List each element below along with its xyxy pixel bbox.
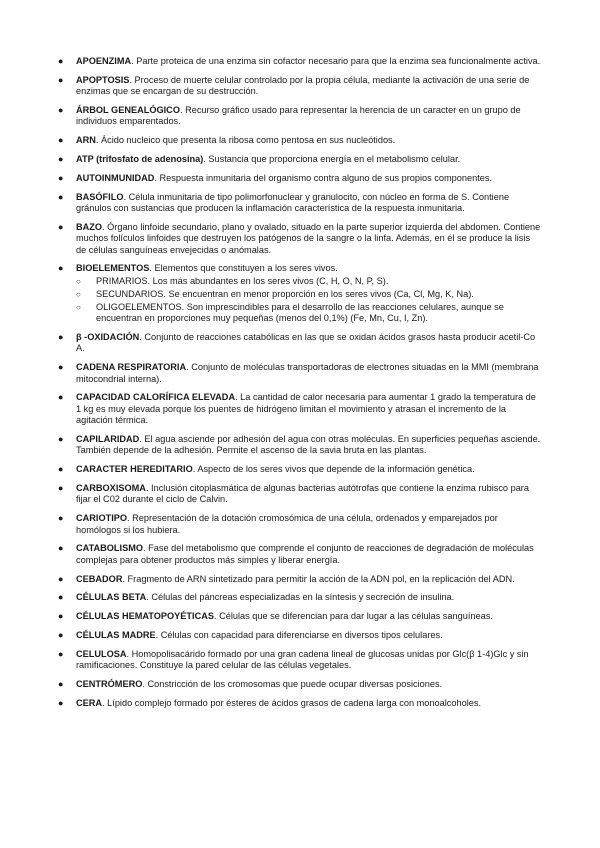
bullet-icon: ● bbox=[58, 221, 64, 232]
bullet-icon: ● bbox=[58, 464, 64, 475]
glossary-entry bbox=[56, 574, 542, 585]
bullet-icon: ● bbox=[58, 392, 64, 403]
bullet-icon: ● bbox=[58, 648, 64, 659]
entry-definition: . Parte proteica de una enzima sin cofactor necesario para que la enzima sea funcionalmente activa. bbox=[131, 56, 541, 66]
glossary-entry bbox=[56, 630, 542, 641]
entry-term: CÉLULAS HEMATOPOYÉTICAS bbox=[76, 611, 214, 622]
entry-definition: . Inclusión citoplasmática de algunas bacterias autótrofas que contiene la enzima rubisco para fijar el C02 durante el ciclo de Calvin. bbox=[76, 483, 529, 505]
glossary-entry bbox=[56, 56, 542, 67]
entry-definition: . Células que se diferencian para dar lugar a las células sanguíneas. bbox=[214, 611, 493, 622]
bullet-icon: ● bbox=[58, 191, 64, 202]
entry-definition: . Sustancia que proporciona energía en el metabolismo celular. bbox=[203, 154, 461, 164]
entry-definition: . Proceso de muerte celular controlado por la propia célula, mediante la activación de una serie de enzimas que se encargan de su destrucción. bbox=[76, 74, 530, 97]
entry-term: ARN bbox=[76, 135, 96, 146]
glossary-entry bbox=[56, 192, 542, 215]
bullet-icon: ● bbox=[58, 74, 64, 85]
bullet-icon: ● bbox=[58, 56, 64, 66]
entry-definition: . La cantidad de calor necesaria para aumentar 1 grado la temperatura de 1 kg es muy elevada porque los puentes de hidrógeno limitan el movimiento y atrasan el incremento de la agitación térmica. bbox=[76, 392, 536, 426]
entry-term: ATP (trifosfato de adenosina) bbox=[76, 154, 204, 164]
entry-definition: . Representación de la dotación cromosómica de una célula, ordenados y emparejados por homólogos si los hubiera. bbox=[76, 513, 498, 535]
glossary-entry bbox=[56, 679, 542, 690]
glossary-entry bbox=[56, 362, 542, 385]
glossary-entry bbox=[56, 222, 542, 256]
glossary-entry bbox=[56, 332, 542, 355]
bullet-icon: ● bbox=[58, 679, 64, 690]
entry-definition: . Ácido nucleico que presenta la ribosa como pentosa en sus nucleótidos. bbox=[95, 135, 396, 146]
glossary-entry bbox=[56, 263, 542, 324]
entry-term: CATABOLISMO bbox=[76, 543, 144, 554]
entry-definition: . Constricción de los cromosomas que puede ocupar diversas posiciones. bbox=[142, 679, 443, 690]
sub-list bbox=[76, 276, 542, 325]
entry-term: CARBOXISOMA bbox=[76, 483, 146, 494]
entry-definition: . Aspecto de los seres vivos que depende de la información genética. bbox=[192, 464, 475, 475]
bullet-icon: ● bbox=[58, 483, 64, 494]
entry-definition: . Respuesta inmunitaria del organismo contra alguno de sus propios componentes. bbox=[154, 172, 493, 183]
entry-term: CARACTER HEREDITARIO bbox=[76, 464, 193, 475]
sub-list-item bbox=[76, 289, 542, 300]
bullet-icon: ● bbox=[58, 697, 64, 708]
bullet-icon: ● bbox=[58, 332, 64, 343]
entry-term: CERA bbox=[76, 697, 103, 708]
entry-term: APOPTOSIS bbox=[76, 74, 130, 85]
entry-term: APOENZIMA bbox=[76, 56, 132, 66]
hollow-bullet-icon: ○ bbox=[76, 289, 81, 299]
bullet-icon: ● bbox=[58, 513, 64, 524]
sub-item-text: PRIMARIOS. Los más abundantes en los seres vivos (C, H, O, N, P, S). bbox=[96, 275, 389, 286]
glossary-entry bbox=[56, 75, 542, 98]
entry-term: CAPILARIDAD bbox=[76, 434, 140, 445]
bullet-icon: ● bbox=[58, 172, 64, 183]
bullet-icon: ● bbox=[58, 362, 64, 373]
entry-term: BASÓFILO bbox=[76, 191, 124, 202]
entry-term: ÁRBOL GENEALÓGICO bbox=[76, 105, 180, 115]
glossary-entry bbox=[56, 154, 542, 165]
entry-term: BIOELEMENTOS bbox=[76, 263, 150, 274]
sub-item-text: OLIGOELEMENTOS. Son imprescindibles para el desarrollo de las reacciones celulares, aunque se encuentran en proporciones muy pequeñas (menos del 0,1%) (Fe, Mn, Cu, I, Zn). bbox=[96, 301, 504, 324]
glossary-entry bbox=[56, 464, 542, 475]
entry-term: β -OXIDACIÓN bbox=[76, 332, 140, 343]
entry-definition: . Fase del metabolismo que comprende el conjunto de reacciones de degradación de moléculas complejas para obtener productos más simples y liberar energía. bbox=[76, 543, 534, 565]
entry-term: CELULOSA bbox=[76, 648, 127, 659]
bullet-icon: ● bbox=[58, 105, 64, 115]
entry-definition: . Homopolisacárido formado por una gran cadena lineal de glucosas unidas por Glc(β 1-4)Glc y sin ramificaciones. Constituye la pared celular de las células vegetales. bbox=[76, 648, 529, 671]
entry-term: CAPACIDAD CALORÍFICA ELEVADA bbox=[76, 392, 236, 403]
entry-definition: . Elementos que constituyen a los seres vivos. bbox=[149, 263, 338, 274]
entry-term: BAZO bbox=[76, 221, 103, 232]
glossary-entry bbox=[56, 543, 542, 566]
entry-term: AUTOINMUNIDAD bbox=[76, 172, 155, 183]
bullet-icon: ● bbox=[58, 611, 64, 622]
entry-term: CÉLULAS BETA bbox=[76, 592, 147, 603]
sub-list-item bbox=[76, 276, 542, 287]
glossary-entry bbox=[56, 649, 542, 672]
glossary-entry bbox=[56, 483, 542, 506]
entry-term: CENTRÓMERO bbox=[76, 679, 143, 690]
glossary-entry bbox=[56, 434, 542, 457]
hollow-bullet-icon: ○ bbox=[76, 276, 81, 286]
bullet-icon: ● bbox=[58, 263, 64, 274]
entry-definition: . Células del páncreas especializadas en la síntesis y secreción de insulina. bbox=[146, 592, 455, 603]
bullet-icon: ● bbox=[58, 573, 64, 584]
glossary-entry bbox=[56, 698, 542, 709]
glossary-entry bbox=[56, 135, 542, 146]
glossary-entry bbox=[56, 105, 542, 128]
bullet-icon: ● bbox=[58, 154, 64, 164]
entry-term: CARIOTIPO bbox=[76, 513, 128, 524]
sub-item-text: SECUNDARIOS. Se encuentran en menor proporción en los seres vivos (Ca, Cl, Mg, K, Na). bbox=[96, 288, 474, 299]
bullet-icon: ● bbox=[58, 434, 64, 445]
glossary-entry bbox=[56, 611, 542, 622]
bullet-icon: ● bbox=[58, 135, 64, 146]
entry-definition: . Conjunto de moléculas transportadoras de electrones situadas en la MMI (membrana mitocondrial interna). bbox=[76, 362, 539, 384]
sub-list-item bbox=[76, 302, 542, 325]
entry-definition: . Célula inmunitaria de tipo polimorfonuclear y granulocito, con núcleo en forma de S. Contiene gránulos con sustancias que producen la inflamación característica de la respuesta inmunitaria. bbox=[76, 191, 510, 213]
hollow-bullet-icon: ○ bbox=[76, 302, 81, 312]
entry-definition: . Recurso gráfico usado para representar la herencia de un caracter en un grupo de individuos emparentados. bbox=[76, 105, 521, 127]
glossary-entry bbox=[56, 173, 542, 184]
entry-definition: . Células con capacidad para diferenciarse en diversos tipos celulares. bbox=[155, 630, 443, 641]
entry-definition: . Fragmento de ARN sintetizado para permitir la acción de la ADN pol, en la replicación del ADN. bbox=[122, 573, 515, 584]
glossary-entry bbox=[56, 592, 542, 603]
entry-term: CÉLULAS MADRE bbox=[76, 630, 156, 641]
bullet-icon: ● bbox=[58, 592, 64, 603]
entry-definition: . Conjunto de reacciones catabólicas en las que se oxidan ácidos grasos hasta producir acetil-Co A. bbox=[76, 332, 536, 354]
glossary-entry bbox=[56, 392, 542, 426]
glossary-entry bbox=[56, 513, 542, 536]
bullet-icon: ● bbox=[58, 630, 64, 641]
bullet-icon: ● bbox=[58, 543, 64, 554]
entry-term: CADENA RESPIRATORIA bbox=[76, 362, 187, 373]
entry-term: CEBADOR bbox=[76, 573, 123, 584]
entry-definition: . Órgano linfoide secundario, plano y ovalado, situado en la parte superior izquierda del abdomen. Contiene muchos folículos linfoides que destruyen los patógenos de la sangre o la linfa. Además, en él se produce la lisis de células sanguíneas envejecidas o anómalas. bbox=[76, 221, 541, 255]
entry-definition: . Lípido complejo formado por ésteres de ácidos grasos de cadena larga con monoalcoholes. bbox=[102, 697, 482, 708]
entry-definition: . El agua asciende por adhesión del agua con otras moléculas. En superficies pequeñas asciende. También depende de la adhesión. Permite el ascenso de la savia bruta en las plantas. bbox=[76, 434, 541, 456]
